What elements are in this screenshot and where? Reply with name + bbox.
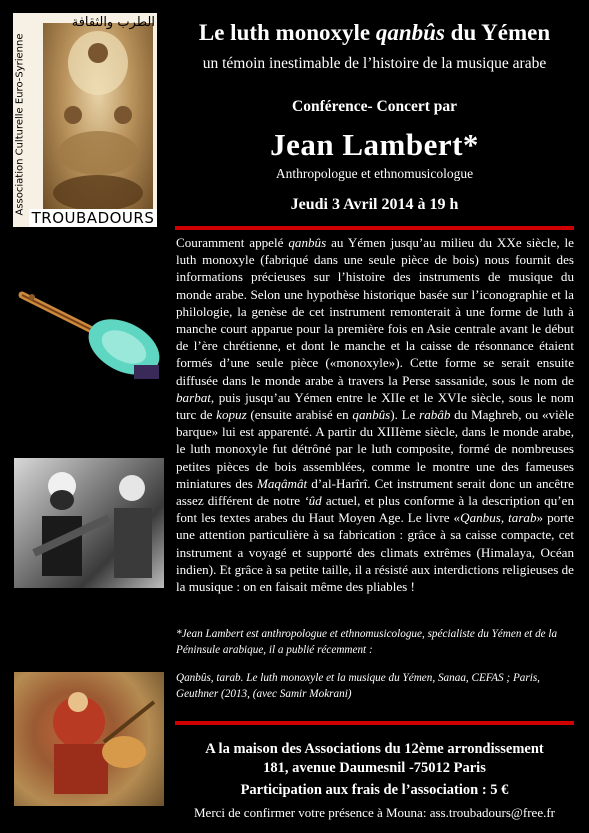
participation-fee: Participation aux frais de l’association : 5 € — [240, 782, 509, 798]
event-subtitle: un témoin inestimable de l’histoire de la musique arabe — [202, 55, 547, 72]
speaker-name: Jean Lambert* — [270, 127, 479, 162]
italic-term: Qanbus, tarab — [460, 510, 537, 526]
italic-term: ‘ûd — [304, 493, 322, 509]
body-text-run: d’al-Harîrî. Cet instrument serait donc un ancêtre assez différent de notre — [176, 475, 574, 509]
title-part2: du Yémen — [444, 20, 551, 45]
musicians-photo — [14, 458, 164, 588]
italic-term: kopuz — [216, 407, 247, 423]
venue-line-2: 181, avenue Daumesnil -75012 Paris — [263, 760, 486, 776]
body-text-run: » porte une attention particulière à sa fabrication : grâce à sa caisse compacte, cet instrument a voyagé et supporté des climats extrêmes (Himalaya, Océan indien). Et grâce à sa petite taille, il a résisté aux interdictions religieuses de la musique : on en faisait même des pliables ! — [176, 510, 574, 595]
body-text-run: au Yémen jusqu’au milieu du XXe siècle, le luth monoxyle (fabriqué dans une seule pièce de bois) nous fournit des informations précieuses sur l’histoire des instruments de musique du monde arabe. Selon une hypothèse historique basée sur l’iconographie et la philologie, la genèse de cet instrument remonterait à une forme de luth à manche court apparue pour la première fois en Asie centrale avant le début de l’ère chrétienne, et dont le manche et la caisse de résonnance étaient formés d’une seule pièce («monoxyle»). Cette forme se serait ensuite diffusée dans le monde arabe à travers la Perse sassanide, sous le nom de — [176, 235, 574, 388]
logo-name: TROUBADOURS — [29, 209, 157, 227]
ivory-carving-image — [43, 23, 153, 219]
italic-term: qanbûs — [288, 235, 327, 250]
body-text-run: , puis jusqu’au Yémen entre le XIIe et le XVIe siècle, sous le nom turc de — [176, 389, 574, 423]
italic-term: Maqâmât — [256, 475, 308, 491]
rsvp-line — [160, 805, 589, 821]
troubadours-logo — [13, 13, 157, 227]
event-type: Conférence- Concert par — [292, 98, 457, 115]
title-italic: qanbûs — [375, 20, 445, 45]
rsvp-text: Merci de confirmer votre présence à Mouna: — [193, 805, 430, 820]
title-part1: Le luth monoxyle — [198, 20, 376, 45]
contact-email-link[interactable]: ass.troubadours@free.fr — [429, 805, 556, 820]
logo-association-text: Association Culturelle Euro-Syrienne — [14, 33, 26, 216]
maqamat-miniature-image — [14, 672, 164, 806]
event-title — [160, 20, 589, 46]
logo-arabic-text: الطرب والثقافة — [71, 15, 155, 30]
body-text-run: Couramment appelé — [176, 235, 289, 250]
speaker-role: Anthropologue et ethnomusicologue — [275, 166, 474, 181]
italic-term: rabâb — [419, 407, 451, 423]
body-text-run: (ensuite arabisé en — [246, 407, 353, 423]
body-text-run: actuel, et plus conforme à la description qu’en font les textes arabes du Haut Moyen Age. Le livre « — [176, 493, 574, 526]
publication-reference: Qanbûs, tarab. Le luth monoxyle et la musique du Yémen, Sanaa, CEFAS ; Paris, Geuthner (2013, (avec Samir Mokrani) — [176, 672, 540, 700]
red-divider-top — [175, 226, 574, 230]
qanbus-lute-photo — [14, 283, 164, 383]
body-text-run: ). Le — [390, 407, 420, 423]
event-date: Jeudi 3 Avril 2014 à 19 h — [290, 196, 459, 213]
body-text-run: du Maghreb, ou «vièle barque» lui est apparenté. A partir du XIIIème siècle, dans le monde arabe, le luth monoxyle fut détrôné par le luth composite, formé de nombreuses petites pièces de bois assemblées, comme le montre une des fameuses miniatures des — [176, 407, 574, 491]
red-divider-bottom — [175, 721, 574, 725]
speaker-note: *Jean Lambert est anthropologue et ethnomusicologue, spécialiste du Yémen et de la Péninsule arabique, il a publié récemment : — [176, 628, 558, 656]
venue-line-1: A la maison des Associations du 12ème arrondissement — [205, 741, 544, 757]
italic-term: qanbûs — [352, 407, 391, 423]
italic-term: barbat — [176, 389, 211, 405]
body-paragraph — [176, 234, 574, 595]
